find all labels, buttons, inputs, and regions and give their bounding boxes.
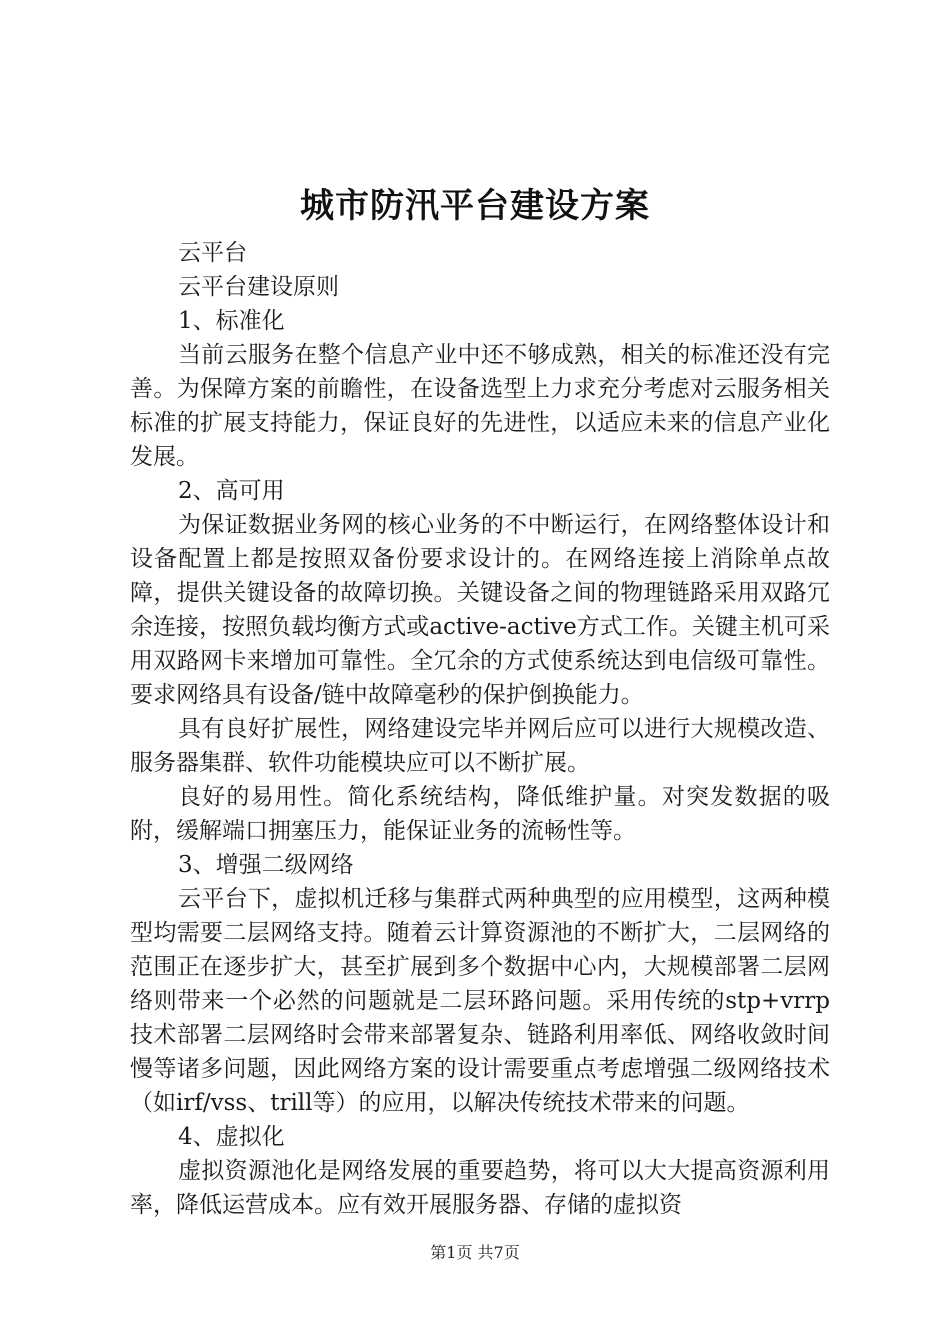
- paragraph-high-availability: 为保证数据业务网的核心业务的不中断运行，在网络整体设计和设备配置上都是按照双备份要求设计的。在网络连接上消除单点故障，提供关键设备的故障切换。关键设备之间的物理链路采用双路冗余连接，按照负载均衡方式或active-active方式工作。关键主机可采用双路网卡来增加可靠性。全冗余的方式使系统达到电信级可靠性。要求网络具有设备/链中故障毫秒的保护倒换能力。: [130, 512, 830, 708]
- paragraph-usability: 良好的易用性。简化系统结构，降低维护量。对突发数据的吸附，缓解端口拥塞压力，能保证业务的流畅性等。: [130, 784, 830, 844]
- paragraph-layer2-network: 云平台下，虚拟机迁移与集群式两种典型的应用模型，这两种模型均需要二层网络支持。随着云计算资源池的不断扩大，二层网络的范围正在逐步扩大，甚至扩展到多个数据中心内，大规模部署二层网络则带来一个必然的问题就是二层环路问题。采用传统的stp+vrrp技术部署二层网络时会带来部署复杂、链路利用率低、网络收敛时间慢等诸多问题，因此网络方案的设计需要重点考虑增强二级网络技术（如irf/vss、trill等）的应用，以解决传统技术带来的问题。: [130, 886, 830, 1116]
- document-body: [130, 236, 830, 1222]
- heading-standardization: 1、标准化: [178, 308, 285, 334]
- heading-principles: 云平台建设原则: [178, 274, 339, 300]
- page-footer: 第1页 共7页: [430, 1243, 520, 1262]
- heading-layer2-network: 3、增强二级网络: [178, 852, 354, 878]
- paragraph-virtualization: 虚拟资源池化是网络发展的重要趋势，将可以大大提高资源利用率，降低运营成本。应有效开展服务器、存储的虚拟资: [130, 1158, 830, 1218]
- heading-high-availability: 2、高可用: [178, 478, 285, 504]
- paragraph-standardization: 当前云服务在整个信息产业中还不够成熟，相关的标准还没有完善。为保障方案的前瞻性，在设备选型上力求充分考虑对云服务相关标准的扩展支持能力，保证良好的先进性，以适应未来的信息产业化发展。: [130, 342, 830, 470]
- heading-cloud-platform: 云平台: [178, 240, 247, 266]
- heading-virtualization: 4、虚拟化: [178, 1124, 285, 1150]
- paragraph-scalability: 具有良好扩展性，网络建设完毕并网后应可以进行大规模改造、服务器集群、软件功能模块应可以不断扩展。: [130, 716, 830, 776]
- page-title: 城市防汛平台建设方案: [300, 186, 650, 226]
